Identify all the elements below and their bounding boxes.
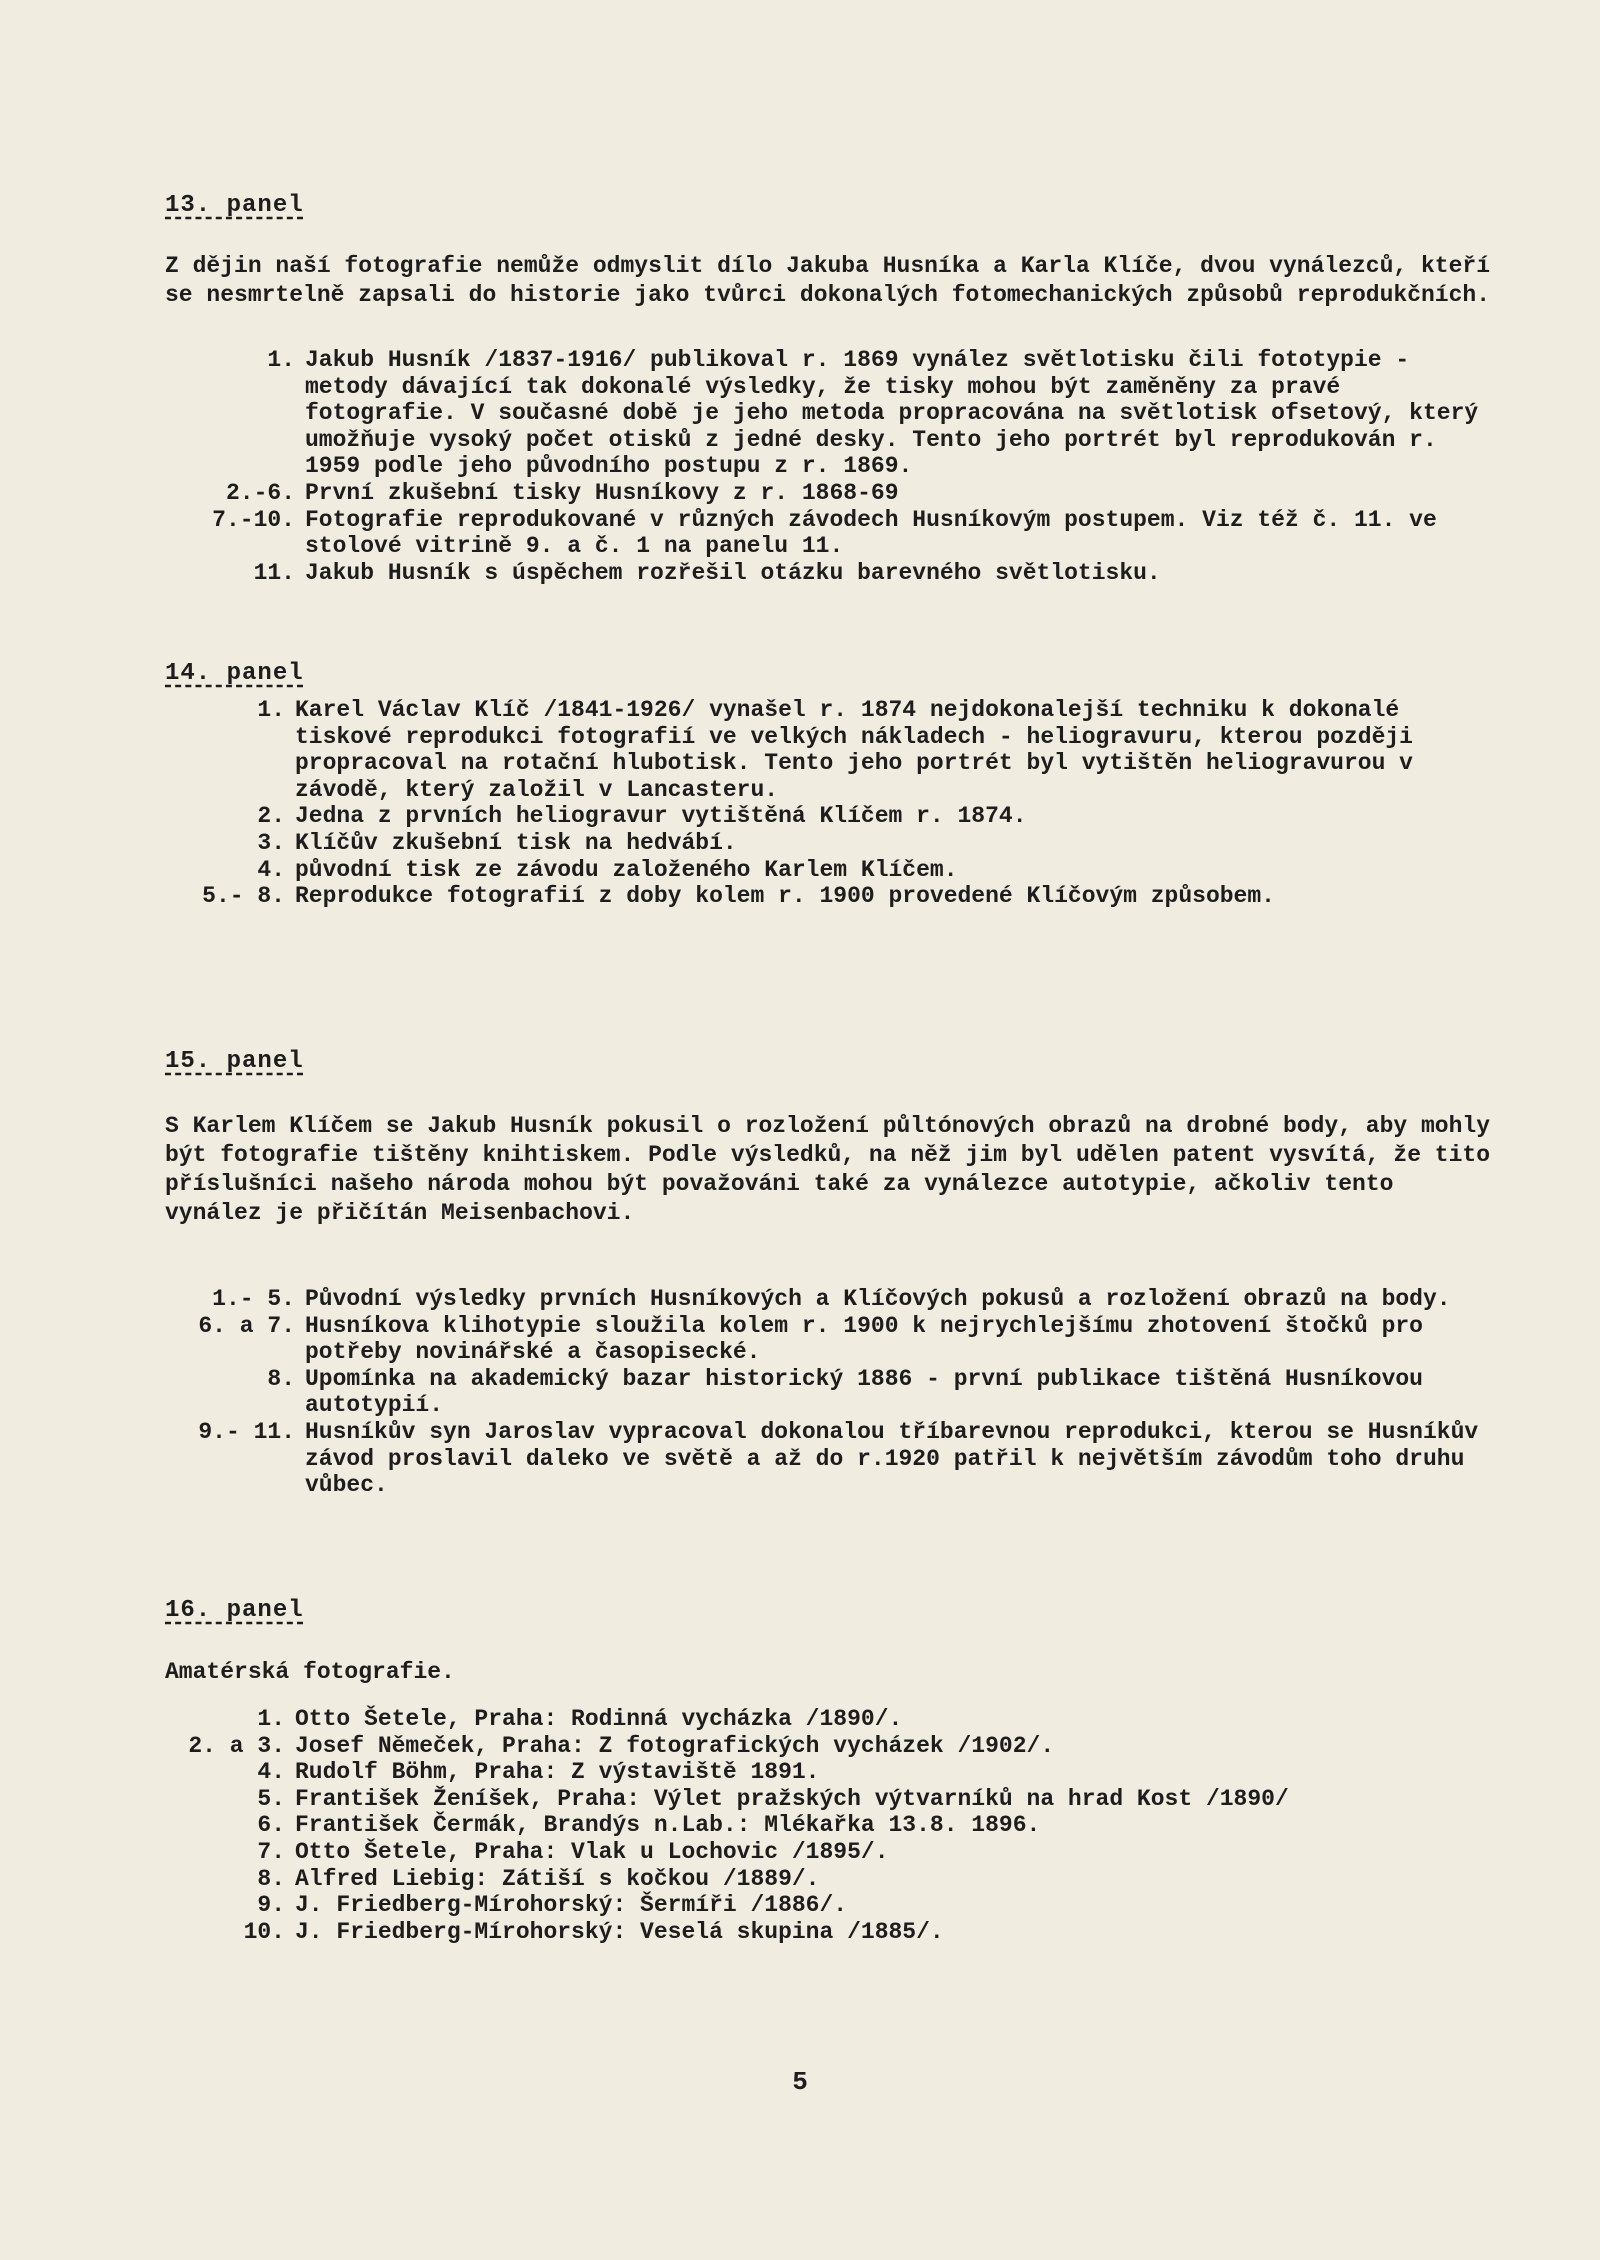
- item-text: Upomínka na akademický bazar historický 1886 - první publikace tištěná Husníkovou autotypií.: [305, 1365, 1423, 1419]
- page-number: 5: [792, 2067, 808, 2097]
- list-item: [165, 507, 1505, 560]
- item-text: František Čermák, Brandýs n.Lab.: Mlékařka 13.8. 1896.: [295, 1812, 1041, 1839]
- panel-15-list: [165, 1286, 1505, 1499]
- item-number: 2.-6.: [225, 479, 295, 506]
- item-text: Josef Němeček, Praha: Z fotografických vycházek /1902/.: [295, 1732, 1055, 1759]
- item-number: 11.: [253, 559, 295, 586]
- item-text: Fotografie reprodukované v různých závodech Husníkovým postupem. Viz též č. 11. ve stolové vitrině 9. a č. 1 na panelu 11.: [305, 506, 1437, 560]
- item-number: 3.: [257, 829, 285, 856]
- item-text: Jakub Husník /1837-1916/ publikoval r. 1869 vynález světlotisku čili fototypie - metody dávající tak dokonalé výsledky, že tisky mohou být zaměněny za pravé fotografie. V současné době je jeho metoda propracována na světlotisk ofsetový, který umožňuje vysoký počet otisků z jedné desky. Tento jeho portrét byl reprodukován r. 1959 podle jeho původního postupu z r. 1869.: [305, 347, 1479, 480]
- list-item: [165, 560, 1505, 587]
- list-item: [165, 1786, 1505, 1813]
- item-text: František Ženíšek, Praha: Výlet pražských výtvarníků na hrad Kost /1890/: [295, 1785, 1289, 1812]
- item-text: Husníkova klihotypie sloužila kolem r. 1900 k nejrychlejšímu zhotovení štočků pro potřeby novinářské a časopisecké.: [305, 1312, 1423, 1366]
- item-text: Otto Šetele, Praha: Vlak u Lochovic /1895/.: [295, 1838, 889, 1865]
- list-item: [165, 1366, 1505, 1419]
- item-text: Rudolf Böhm, Praha: Z výstaviště 1891.: [295, 1759, 820, 1786]
- list-item: [165, 1839, 1505, 1866]
- panel-13-heading: 13. panel: [165, 192, 304, 219]
- list-item: [165, 1706, 1505, 1733]
- panel-13-intro: Z dějin naší fotografie nemůže odmyslit dílo Jakuba Husníka a Karla Klíče, dvou vynálezců, kteří se nesmrtelně zapsali do historie jako tvůrci dokonalých fotomechanických způsobů reprodukčních.: [165, 253, 1491, 308]
- list-item: [165, 480, 1505, 507]
- panel-15-heading: 15. panel: [165, 1048, 304, 1075]
- item-text: Jakub Husník s úspěchem rozřešil otázku barevného světlotisku.: [305, 559, 1161, 586]
- list-item: [165, 347, 1505, 480]
- item-number: 10.: [243, 1918, 285, 1945]
- list-item: [165, 1866, 1505, 1893]
- item-number: 1.: [257, 1706, 285, 1732]
- item-number: 8.: [257, 1865, 285, 1892]
- item-number: 7.-10.: [212, 506, 295, 533]
- list-item: [165, 1919, 1505, 1946]
- list-item: [165, 1812, 1505, 1839]
- panel-16-heading: 16. panel: [165, 1597, 304, 1624]
- item-text: Původní výsledky prvních Husníkových a Klíčových pokusů a rozložení obrazů na body.: [305, 1286, 1451, 1312]
- item-text: Husníkův syn Jaroslav vypracoval dokonalou tříbarevnou reprodukci, kterou se Husníkův závod proslavil daleko ve světě a až do r.1920 patřil k největším závodům toho druhu vůbec.: [305, 1418, 1479, 1499]
- item-number: 9.- 11.: [198, 1418, 295, 1445]
- item-text: Reprodukce fotografií z doby kolem r. 1900 provedené Klíčovým způsobem.: [295, 883, 1275, 910]
- panel-13-list: [165, 347, 1505, 586]
- item-number: 6. a 7.: [198, 1312, 295, 1339]
- list-item: [165, 857, 1505, 884]
- item-number: 1.: [257, 697, 285, 723]
- item-text: původní tisk ze závodu založeného Karlem Klíčem.: [295, 856, 958, 883]
- list-item: [165, 1313, 1505, 1366]
- panel-16-list: [165, 1706, 1505, 1945]
- item-number: 4.: [257, 1759, 285, 1786]
- list-item: [165, 1733, 1505, 1760]
- item-number: 4.: [257, 856, 285, 883]
- list-item: [165, 1759, 1505, 1786]
- list-item: [165, 803, 1505, 830]
- list-item: [165, 697, 1505, 803]
- item-number: 1.- 5.: [212, 1286, 295, 1312]
- list-item: [165, 1286, 1505, 1313]
- item-number: 9.: [257, 1892, 285, 1919]
- item-number: 7.: [257, 1838, 285, 1865]
- item-text: Otto Šetele, Praha: Rodinná vycházka /1890/.: [295, 1706, 903, 1732]
- item-text: J. Friedberg-Mírohorský: Veselá skupina /1885/.: [295, 1918, 944, 1945]
- list-item: [165, 883, 1505, 910]
- item-number: 2.: [257, 803, 285, 830]
- item-text: Karel Václav Klíč /1841-1926/ vynašel r. 1874 nejdokonalejší techniku k dokonalé tiskové reprodukci fotografií ve velkých nákladech - heliogravuru, kterou později propracoval na rotační hlubotisk. Tento jeho portrét byl vytištěn heliogravurou v závodě, který založil v Lancasteru.: [295, 697, 1413, 803]
- item-number: 5.: [257, 1785, 285, 1812]
- item-number: 1.: [267, 347, 295, 373]
- item-text: Alfred Liebig: Zátiší s kočkou /1889/.: [295, 1865, 820, 1892]
- panel-14-heading: 14. panel: [165, 660, 304, 687]
- list-item: [165, 830, 1505, 857]
- list-item: [165, 1419, 1505, 1499]
- item-number: 5.- 8.: [202, 883, 285, 910]
- panel-14-list: [165, 697, 1505, 910]
- item-text: Klíčův zkušební tisk na hedvábí.: [295, 829, 737, 856]
- item-number: 2. a 3.: [188, 1732, 285, 1759]
- item-number: 8.: [267, 1365, 295, 1392]
- list-item: [165, 1892, 1505, 1919]
- item-text: První zkušební tisky Husníkovy z r. 1868-69: [305, 479, 899, 506]
- item-number: 6.: [257, 1812, 285, 1839]
- item-text: Jedna z prvních heliogravur vytištěná Klíčem r. 1874.: [295, 803, 1027, 830]
- panel-15-intro: S Karlem Klíčem se Jakub Husník pokusil o rozložení půltónových obrazů na drobné body, aby mohly být fotografie tištěny knihtiskem. Podle výsledků, na něž jim byl udělen patent vysvítá, že tito příslušníci našeho národa mohou být považováni také za vynálezce autotypie, ačkoliv tento vynález je přičítán Meisenbachovi.: [165, 1113, 1491, 1226]
- item-text: J. Friedberg-Mírohorský: Šermíři /1886/.: [295, 1892, 848, 1919]
- panel-16-subtitle: Amatérská fotografie.: [165, 1659, 455, 1685]
